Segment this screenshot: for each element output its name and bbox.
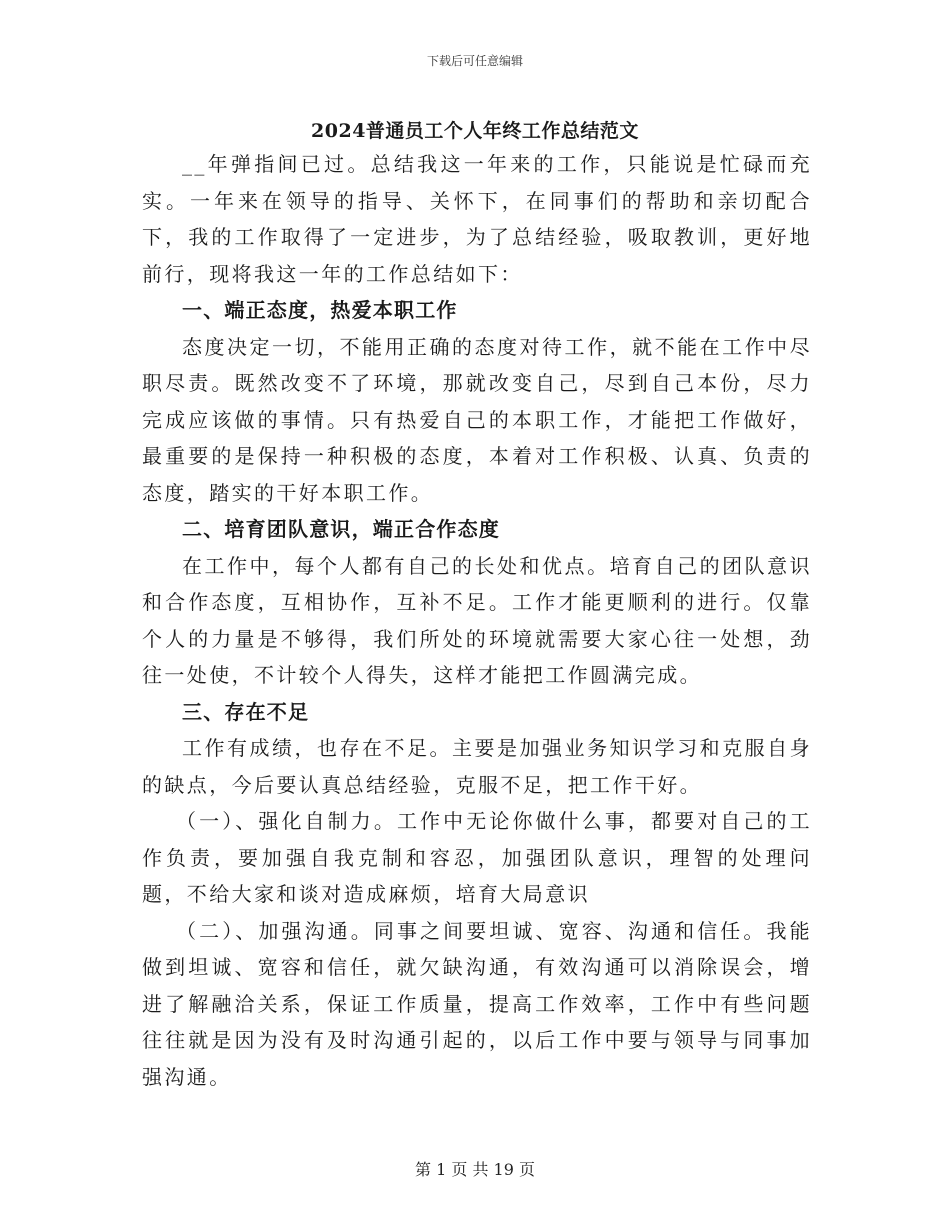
page-header-note: 下载后可任意编辑 — [426, 54, 523, 68]
section-heading-1: 一、端正态度，热爱本职工作 — [182, 298, 458, 322]
section-3-paragraph: 工作有成绩，也存在不足。主要是加强业务知识学习和克服自身的缺点，今后要认真总结经验，克服不足，把工作干好。 — [142, 736, 812, 797]
section-heading-2: 二、培育团队意识，端正合作态度 — [182, 517, 500, 541]
section-heading-3: 三、存在不足 — [182, 699, 310, 724]
intro-paragraph: __年弹指间已过。总结我这一年来的工作，只能说是忙碌而充实。一年来在领导的指导、关怀下，在同事们的帮助和亲切配合下，我的工作取得了一定进步，为了总结经验，吸取教训，更好地前行，现将我这一年的工作总结如下： — [142, 152, 812, 286]
subsection-2-paragraph: （二）、加强沟通。同事之间要坦诚、宽容、沟通和信任。我能做到坦诚、宽容和信任，就欠缺沟通，有效沟通可以消除误会，增进了解融洽关系，保证工作质量，提高工作效率，工作中有些问题往往就是因为没有及时沟通引起的，以后工作中要与领导与同事加强沟通。 — [142, 918, 812, 1089]
section-1-paragraph: 态度决定一切，不能用正确的态度对待工作，就不能在工作中尽职尽责。既然改变不了环境，那就改变自己，尽到自己本份，尽力完成应该做的事情。只有热爱自己的本职工作，才能把工作做好，最重要的是保持一种积极的态度，本着对工作积极、认真、负责的态度，踏实的干好本职工作。 — [142, 334, 812, 505]
document-body — [142, 146, 812, 1095]
document-title: 2024普通员工个人年终工作总结范文 — [311, 120, 639, 142]
section-2-paragraph: 在工作中，每个人都有自己的长处和优点。培育自己的团队意识和合作态度，互相协作，互补不足。工作才能更顺利的进行。仅靠个人的力量是不够得，我们所处的环境就需要大家心往一处想，劲往一处使，不计较个人得失，这样才能把工作圆满完成。 — [142, 553, 812, 687]
page-number: 第 1 页 共 19 页 — [415, 1160, 535, 1179]
subsection-1-paragraph: （一）、强化自制力。工作中无论你做什么事，都要对自己的工作负责，要加强自我克制和容忍，加强团队意识，理智的处理问题，不给大家和谈对造成麻烦，培育大局意识 — [142, 809, 812, 906]
